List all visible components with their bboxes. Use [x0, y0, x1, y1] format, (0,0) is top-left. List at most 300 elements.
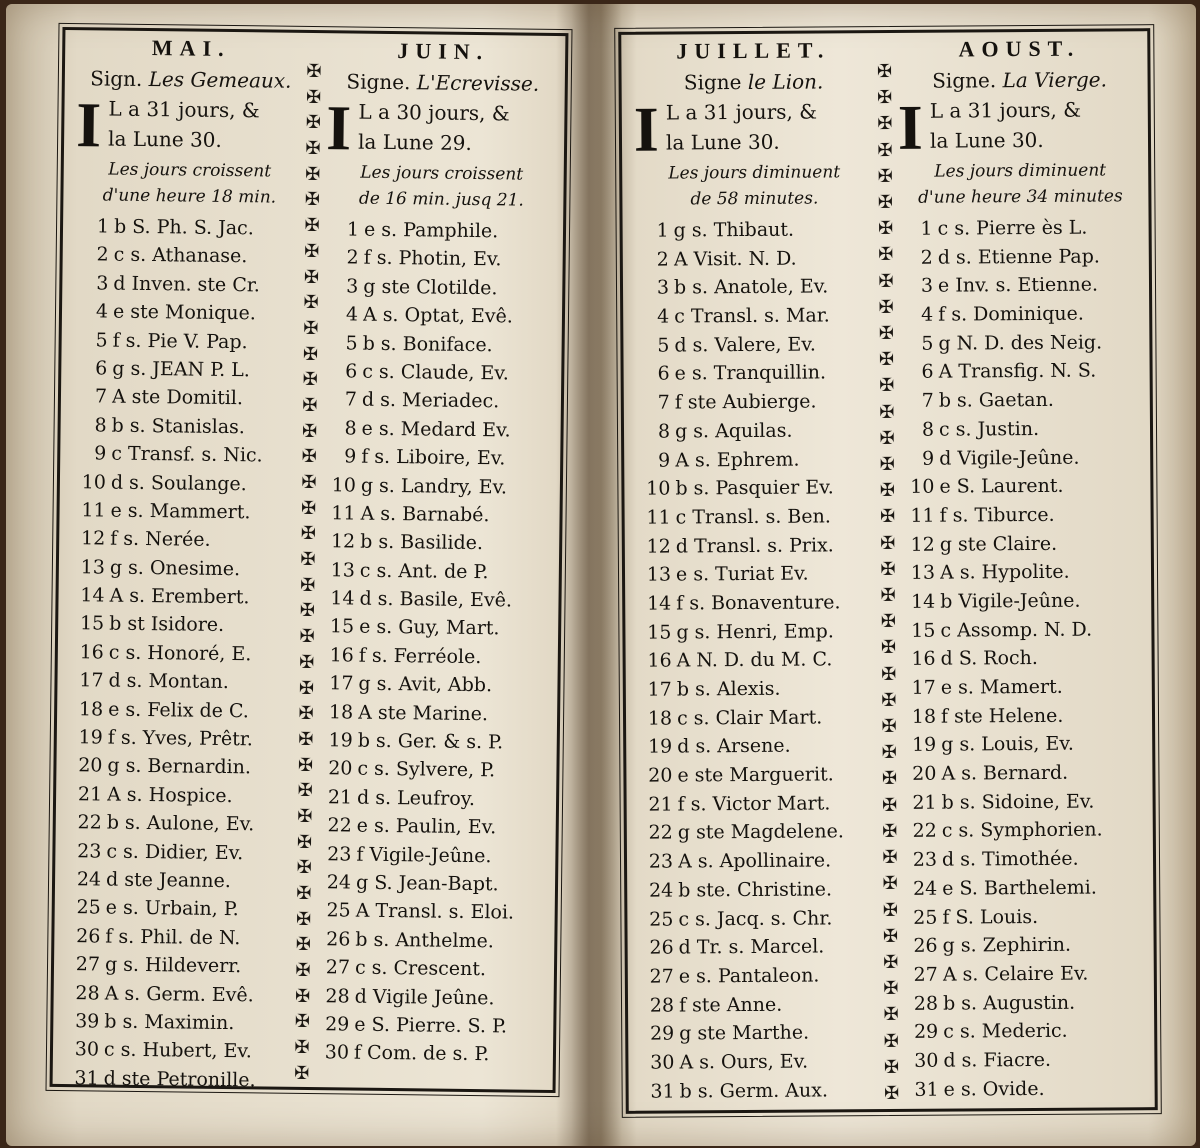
day-entry [639, 818, 879, 848]
day-entry [67, 837, 295, 868]
day-number: 12 [80, 527, 106, 550]
zodiac-sign [77, 64, 305, 95]
day-number: 10 [910, 475, 935, 499]
day-number: 22 [77, 811, 102, 834]
saint-entry: g s. Zephirin. [942, 933, 1072, 957]
day-entry [71, 524, 299, 555]
saint-entry: g N. D. des Neig. [938, 331, 1103, 355]
day-entry [321, 527, 553, 558]
day-entry [325, 215, 557, 246]
day-entry [899, 213, 1143, 243]
day-entry [903, 787, 1147, 817]
days-note: Les jours croissent [360, 162, 524, 185]
day-entry [640, 1047, 880, 1077]
day-entry [636, 445, 876, 475]
day-entry [318, 783, 550, 814]
day-number: 4 [657, 305, 670, 328]
intro-line: L a 31 jours, & [108, 96, 260, 123]
day-entry [69, 666, 297, 697]
day-entry [904, 959, 1148, 989]
day-entry [72, 439, 300, 470]
saint-entry: A Visit. N. D. [673, 247, 797, 271]
saint-entry: b s. Anatole, Ev. [673, 275, 829, 299]
saint-entry: d ste Jeanne. [105, 868, 232, 893]
day-entry [902, 730, 1146, 760]
maltese-cross-icon: ✠ [882, 794, 898, 816]
day-entry [319, 698, 551, 729]
maltese-cross-icon: ✠ [883, 1030, 899, 1052]
day-entry [638, 674, 878, 704]
maltese-cross-icon: ✠ [298, 728, 314, 750]
day-number: 16 [329, 644, 354, 667]
saint-entry: g s. Louis, Ev. [941, 733, 1074, 757]
month-title: MAI. [151, 35, 231, 62]
maltese-cross-icon: ✠ [299, 651, 315, 673]
day-number: 25 [649, 908, 674, 931]
saint-entry: g s. Avit, Abb. [358, 672, 493, 697]
day-entry [636, 359, 876, 389]
day-entry [635, 330, 875, 360]
day-number: 8 [94, 414, 107, 437]
saint-entry: b s. Basilide. [360, 530, 484, 555]
month-title: AOUST. [958, 35, 1081, 62]
day-number: 20 [328, 757, 353, 780]
day-entry [636, 387, 876, 417]
day-number: 10 [646, 477, 671, 500]
maltese-cross-icon: ✠ [302, 343, 319, 365]
day-entry [901, 529, 1145, 559]
day-entry [636, 416, 876, 446]
maltese-cross-icon: ✠ [882, 873, 898, 895]
day-number: 9 [922, 447, 935, 470]
day-number: 20 [78, 754, 103, 777]
saint-entry: A s. Hospice. [106, 783, 233, 807]
day-number: 28 [75, 981, 100, 1005]
day-entry [899, 242, 1143, 272]
day-entry [904, 988, 1148, 1018]
day-number: 15 [329, 615, 355, 639]
day-number: 26 [326, 928, 351, 951]
maltese-cross-icon: ✠ [305, 112, 322, 134]
day-entry [68, 780, 296, 811]
maltese-cross-icon: ✠ [880, 637, 897, 659]
day-number: 13 [80, 555, 106, 579]
saint-entry: f s. Liboire, Ev. [361, 445, 506, 470]
saint-entry: A Transl. s. Eloi. [355, 899, 515, 924]
maltese-cross-icon: ✠ [878, 244, 894, 266]
day-number: 18 [328, 700, 354, 724]
saint-entry: d S. Roch. [940, 647, 1038, 670]
maltese-cross-icon: ✠ [294, 1062, 310, 1084]
maltese-cross-icon: ✠ [304, 215, 320, 237]
maltese-cross-icon: ✠ [882, 925, 899, 947]
saint-entry: d s. Valere, Ev. [674, 333, 816, 357]
maltese-cross-icon: ✠ [878, 349, 895, 371]
day-entry [322, 471, 554, 502]
day-entry [637, 588, 877, 618]
day-number: 8 [657, 420, 671, 443]
maltese-cross-icon: ✠ [877, 87, 893, 109]
day-number: 4 [95, 300, 109, 323]
maltese-cross-icon: ✠ [294, 1036, 310, 1059]
intro-line: L a 31 jours, & [929, 97, 1082, 123]
day-number: 19 [78, 726, 103, 749]
maltese-cross-icon: ✠ [876, 60, 893, 83]
day-number: 24 [326, 871, 352, 894]
month-column-juin [315, 33, 560, 1069]
saint-entry: c s. Crescent. [354, 956, 487, 981]
day-entry [323, 386, 555, 417]
day-entry [75, 212, 303, 243]
saint-entry: f Com. de s. P. [353, 1041, 490, 1066]
day-entry [903, 873, 1147, 903]
day-number: 14 [330, 587, 355, 610]
day-number: 3 [346, 275, 359, 298]
day-number: 30 [324, 1041, 350, 1064]
day-number: 17 [911, 676, 936, 699]
day-number: 23 [912, 848, 938, 871]
day-number: 23 [77, 839, 102, 863]
maltese-cross-icon: ✠ [304, 189, 321, 211]
day-number: 23 [648, 850, 674, 873]
sign-label: Sign. [90, 66, 143, 91]
saint-entry: g ste Claire. [939, 532, 1058, 556]
left-page [50, 27, 569, 1093]
day-entry [902, 672, 1146, 702]
saint-entry: b Vigile-Jeûne. [940, 589, 1081, 613]
saint-entry: d Tr. s. Marcel. [678, 935, 825, 959]
day-entry [318, 755, 550, 786]
day-entry [65, 1035, 293, 1066]
saint-entry: f ste Helene. [940, 704, 1064, 728]
saint-entry: c s. Claude, Ev. [362, 360, 510, 385]
day-entry [317, 868, 549, 899]
day-number: 30 [74, 1038, 100, 1061]
day-number: 2 [96, 243, 109, 266]
day-number: 5 [657, 334, 670, 357]
maltese-cross-icon: ✠ [879, 375, 895, 397]
saint-entry: f s. Phil. de N. [105, 925, 241, 949]
saint-entry: e s. Felix de C. [108, 698, 250, 722]
maltese-cross-icon: ✠ [878, 296, 894, 318]
day-entry [71, 553, 299, 584]
day-number: 16 [79, 641, 104, 664]
maltese-cross-icon: ✠ [879, 427, 895, 449]
day-number: 21 [77, 783, 103, 806]
maltese-cross-icon: ✠ [301, 446, 317, 468]
day-entry [899, 328, 1143, 358]
day-number: 1 [346, 218, 360, 241]
maltese-cross-icon: ✠ [877, 113, 893, 135]
saint-entry: g s. Onesime. [109, 556, 241, 580]
sign-label: Signe [683, 70, 742, 95]
saint-entry: A Transfig. N. S. [938, 359, 1097, 384]
saint-entry: b s. Gaetan. [938, 388, 1054, 412]
saint-entry: c s. Symphorien. [941, 818, 1103, 843]
day-number: 22 [912, 820, 937, 843]
day-number: 11 [81, 499, 106, 522]
saint-entry: g S. Jean-Bapt. [355, 871, 499, 896]
day-entry [900, 357, 1144, 387]
day-number: 31 [650, 1080, 675, 1103]
day-entry [899, 299, 1143, 329]
day-number: 5 [95, 328, 108, 352]
day-number: 25 [913, 906, 938, 929]
day-number: 9 [94, 442, 107, 465]
saint-entry: b s. Aulone, Ev. [106, 811, 255, 836]
month-intro [633, 93, 874, 165]
month-intro [325, 92, 559, 164]
day-list [899, 213, 1149, 1104]
maltese-cross-icon: ✠ [301, 471, 317, 494]
day-entry [903, 844, 1147, 874]
saint-entry: A s. Apollinaire. [677, 849, 832, 873]
day-entry [904, 930, 1148, 960]
saint-entry: e s. Urbain, P. [105, 896, 239, 921]
maltese-cross-icon: ✠ [882, 847, 898, 869]
saint-entry: e s. Mamert. [940, 675, 1063, 699]
maltese-cross-icon: ✠ [298, 703, 314, 725]
zodiac-sign [327, 67, 559, 98]
day-entry [67, 865, 295, 896]
maltese-cross-icon: ✠ [303, 266, 320, 288]
maltese-cross-icon: ✠ [879, 453, 895, 476]
saint-entry: A s. Optat, Evê. [362, 303, 514, 328]
day-number: 29 [649, 1022, 675, 1045]
month-title: JUILLET. [676, 37, 831, 64]
day-entry [905, 1074, 1149, 1104]
month-column-mai [64, 30, 305, 1095]
day-number: 28 [649, 994, 675, 1017]
saint-entry: c s. Hubert, Ev. [103, 1038, 253, 1063]
day-entry [637, 617, 877, 647]
maltese-cross-icon: ✠ [302, 394, 318, 417]
day-entry [640, 961, 880, 991]
day-number: 12 [646, 535, 671, 558]
saint-entry: c s. Justin. [938, 417, 1040, 441]
saint-entry: d s. Meriadec. [361, 388, 500, 413]
day-entry [319, 669, 551, 700]
day-entry [903, 902, 1147, 932]
day-number: 2 [920, 246, 933, 269]
day-number: 13 [330, 558, 356, 582]
saint-entry: d s. Soulange. [110, 471, 247, 495]
day-number: 10 [331, 473, 357, 497]
maltese-cross-icon: ✠ [305, 163, 321, 185]
day-number: 1 [920, 217, 933, 240]
maltese-cross-icon: ✠ [880, 506, 896, 528]
day-entry [317, 840, 549, 871]
saint-entry: d s. Montan. [108, 669, 230, 694]
maltese-cross-icon: ✠ [298, 677, 315, 699]
saint-entry: A s. Erembert. [109, 584, 250, 609]
saint-entry: e s. Turiat Ev. [675, 562, 809, 586]
drop-cap: I [633, 93, 660, 165]
day-entry [73, 326, 301, 357]
intro-line: la Lune 30. [665, 129, 780, 155]
day-number: 7 [657, 391, 670, 414]
saint-entry: g s. JEAN P. L. [112, 357, 251, 382]
saint-entry: g ste Clotilde. [363, 275, 498, 300]
maltese-cross-icon: ✠ [881, 716, 897, 738]
day-number: 6 [657, 362, 670, 386]
maltese-cross-icon: ✠ [877, 165, 893, 187]
day-number: 19 [328, 729, 353, 752]
day-number: 30 [650, 1051, 675, 1074]
day-entry [638, 760, 878, 790]
intro-line: la Lune 29. [357, 129, 472, 155]
day-entry [635, 215, 875, 245]
saint-entry: f s. Bonaventure. [676, 591, 841, 615]
day-entry [316, 953, 548, 984]
day-number: 25 [76, 896, 101, 919]
day-number: 19 [911, 734, 937, 757]
saint-entry: c Transl. s. Ben. [675, 505, 831, 529]
saint-entry: d s. Timothée. [941, 847, 1079, 871]
day-entry [638, 703, 878, 733]
day-entry [637, 559, 877, 589]
day-entry [640, 1018, 880, 1048]
day-entry [318, 811, 550, 842]
saint-entry: d s. Etienne Pap. [937, 245, 1100, 269]
day-number: 14 [80, 584, 105, 607]
month-intro [897, 91, 1142, 163]
saint-entry: e S. Barthelemi. [942, 876, 1097, 900]
saint-entry: e Inv. s. Etienne. [937, 273, 1099, 298]
days-note: Les jours diminuent [934, 160, 1107, 182]
saint-entry: b S. Ph. S. Jac. [113, 215, 254, 240]
intro-line: L a 31 jours, & [665, 99, 818, 125]
maltese-cross-icon: ✠ [881, 663, 897, 685]
zodiac-sign [897, 65, 1141, 95]
saint-entry: e s. Medard Ev. [361, 417, 511, 442]
day-number: 18 [911, 705, 937, 728]
day-entry [901, 500, 1145, 530]
month-column-aoust [897, 31, 1148, 1104]
saint-entry: b s. Ger. & s. P. [357, 729, 504, 754]
saint-entry: e S. Laurent. [939, 474, 1064, 498]
maltese-cross-icon: ✠ [880, 585, 896, 607]
sign-value: le Lion. [747, 69, 824, 94]
day-number: 1 [656, 219, 669, 242]
maltese-cross-icon: ✠ [881, 689, 897, 711]
day-number: 8 [921, 418, 935, 441]
day-number: 10 [81, 470, 107, 494]
maltese-cross-icon: ✠ [877, 218, 894, 240]
day-entry [321, 556, 553, 587]
saint-entry: c s. Honoré, E. [108, 641, 252, 666]
day-entry [902, 644, 1146, 674]
day-number: 21 [912, 791, 937, 814]
maltese-cross-icon: ✠ [297, 780, 313, 802]
day-entry [638, 645, 878, 675]
maltese-cross-icon: ✠ [879, 480, 896, 502]
saint-entry: b s. Augustin. [942, 991, 1076, 1015]
day-entry [315, 1038, 547, 1069]
day-number: 30 [914, 1049, 939, 1072]
day-entry [899, 271, 1143, 301]
maltese-cross-icon: ✠ [883, 1004, 899, 1026]
maltese-cross-icon: ✠ [878, 270, 894, 292]
day-entry [902, 701, 1146, 731]
maltese-cross-icon: ✠ [295, 908, 312, 930]
day-entry [322, 414, 554, 445]
day-entry [641, 1076, 881, 1106]
day-entry [71, 496, 299, 527]
maltese-cross-icon: ✠ [304, 240, 320, 262]
day-entry [68, 808, 296, 839]
saint-entry: e ste Monique. [112, 300, 256, 325]
day-entry [73, 354, 301, 385]
maltese-cross-icon: ✠ [884, 1082, 900, 1104]
saint-entry: g s. Hildeverr. [104, 953, 242, 978]
sign-value: La Vierge. [1002, 67, 1108, 93]
saint-entry: g s. Henri, Emp. [676, 620, 834, 644]
day-number: 22 [327, 814, 352, 837]
saint-entry: d s. Basile, Evê. [359, 587, 513, 612]
day-entry [639, 846, 879, 876]
day-entry [320, 641, 552, 672]
day-entry [66, 922, 294, 953]
maltese-cross-icon: ✠ [880, 611, 896, 633]
saint-entry: f s. Photin, Ev. [363, 247, 502, 271]
saint-entry: c s. Mederic. [943, 1020, 1068, 1043]
saint-entry: c Transl. s. Mar. [674, 304, 830, 328]
saint-entry: f ste Aubierge. [674, 390, 817, 414]
drop-cap: I [325, 92, 352, 164]
saint-entry: A ste Marine. [358, 701, 489, 725]
maltese-cross-icon: ✠ [299, 600, 316, 622]
day-number: 6 [921, 361, 934, 384]
saint-entry: d s. Fiacre. [943, 1048, 1052, 1072]
day-number: 27 [75, 953, 101, 976]
day-number: 20 [912, 762, 937, 785]
saint-entry: c s. Athanase. [113, 243, 248, 268]
day-entry [637, 502, 877, 532]
day-number: 11 [646, 506, 671, 529]
day-number: 2 [346, 246, 359, 269]
day-entry [325, 244, 557, 275]
day-entry [904, 1016, 1148, 1046]
maltese-cross-icon: ✠ [881, 768, 898, 790]
days-note: d'une heure 18 min. [102, 185, 277, 208]
day-entry [640, 990, 880, 1020]
day-number: 31 [914, 1078, 939, 1101]
day-number: 17 [647, 678, 672, 701]
day-number: 15 [911, 619, 936, 642]
day-entry [320, 613, 552, 644]
maltese-cross-icon: ✠ [296, 857, 312, 879]
intro-line: L a 30 jours, & [358, 99, 510, 126]
day-number: 29 [325, 1013, 350, 1036]
saint-entry: e s. Pamphile. [363, 218, 499, 243]
day-entry [324, 300, 556, 331]
saint-entry: A N. D. du M. C. [676, 648, 833, 672]
day-entry [640, 932, 880, 962]
drop-cap: I [75, 89, 102, 161]
saint-entry: e S. Pierre. S. P. [354, 1013, 508, 1038]
day-number: 26 [649, 936, 674, 959]
saint-entry: d ste Petronille. [103, 1067, 256, 1092]
maltese-cross-icon: ✠ [878, 322, 894, 345]
day-number: 18 [78, 697, 104, 721]
day-entry [67, 893, 295, 924]
day-number: 7 [94, 385, 108, 408]
maltese-cross-icon: ✠ [305, 137, 321, 160]
day-number: 7 [921, 389, 934, 412]
day-number: 28 [325, 984, 350, 1008]
day-entry [316, 982, 548, 1013]
